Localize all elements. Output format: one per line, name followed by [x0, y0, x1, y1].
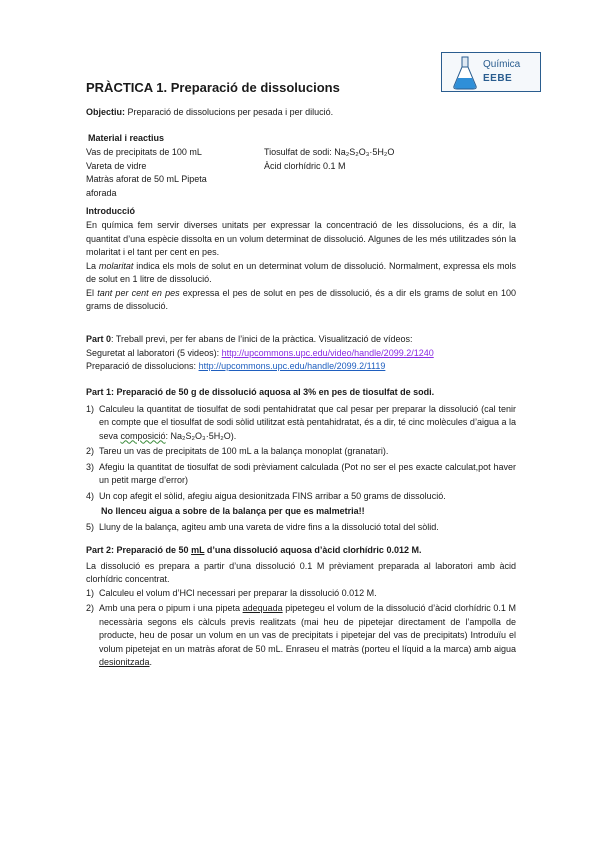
- dissolutions-video-line: Preparació de dissolucions: http://upcommons.upc.edu/handle/2099.2/1119: [86, 361, 386, 371]
- flask-icon: [451, 56, 479, 90]
- reagent-item: Àcid clorhídric 0.1 M: [264, 160, 346, 171]
- part-2: [86, 544, 516, 672]
- intro-paragraph-2: La molaritat indica els mols de solut en un determinat volum de dissolució. Normalment, expressa els mols de solut en 1 litre de dissolució.: [86, 260, 516, 284]
- list-item: 1) Calculeu el volum d’HCl necessari per preparar la dissolució 0.012 M.: [86, 587, 377, 598]
- intro-section: [86, 219, 516, 314]
- material-item: Vas de precipitats de 100 mL: [86, 147, 202, 157]
- material-item: Vareta de vidre: [86, 160, 147, 171]
- part-1-heading: Part 1: Preparació de 50 g de dissolució aquosa al 3% en pes de tiosulfat de sodi.: [86, 387, 435, 397]
- part-0: [86, 333, 516, 374]
- quimica-eebe-logo: [441, 52, 541, 92]
- reagent-item: Tiosulfat de sodi: Na₂S₂O₃·5H₂O: [264, 147, 395, 157]
- part-0-heading: Part 0: Treball previ, per fer abans de l’inici de la pràctica. Visualització de vídeos:: [86, 334, 413, 344]
- intro-paragraph-1: En química fem servir diverses unitats per expressar la concentració de les dissolucions, és a dir, la quantitat d’una espècie dissolta en un volum determinat de dissolució. Algunes de les més utilitzades són la molaritat i el tant per cent en pes.: [86, 220, 516, 257]
- part-1: [86, 386, 516, 536]
- objective: [86, 106, 333, 120]
- list-item: 1) Calculeu la quantitat de tiosulfat de sodi pentahidratat que cal pesar per preparar la dissolució (cal tenir en compte que el tiosulfat de sodi sòlid utilitzat està pentahidratat, és a dir, té cinc molècules d’aigua a la seva composició: Na₂S₂O₃·5H₂O).: [86, 403, 516, 441]
- part-2-intro: La dissolució es prepara a partir d’una dissolució 0.1 M prèviament preparada al laboratori amb àcid clorhídric concentrat.: [86, 560, 516, 584]
- materials-title: Material i reactius: [88, 133, 165, 143]
- term-tant-per-cent: tant per cent en pes: [97, 287, 180, 298]
- list-item: 3) Afegiu la quantitat de tiosulfat de sodi prèviament calculada (Pot no ser el pes exacte calculat,pot haver un petit marge d’error): [86, 461, 516, 485]
- intro-paragraph-3: El tant per cent en pes expressa el pes de solut en pes de dissolució, és a dir els grams de solut en 100 grams de dissolució.: [86, 287, 516, 311]
- part-1-steps-cont: [86, 521, 516, 535]
- dissolutions-video-link[interactable]: http://upcommons.upc.edu/handle/2099.2/1119: [198, 361, 386, 371]
- part-2-steps: [86, 587, 516, 670]
- page-title: PRÀCTICA 1. Preparació de dissolucions: [86, 80, 340, 95]
- objective-text: Preparació de dissolucions per pesada i per dilució.: [125, 107, 334, 117]
- objective-label: Objectiu:: [86, 107, 126, 117]
- list-item: 2) Tareu un vas de precipitats de 100 mL a la balança monoplat (granatari).: [86, 446, 389, 456]
- part-2-heading: Part 2: Preparació de 50 mL d’una dissolució aquosa d’àcid clorhídric 0.012 M.: [86, 545, 422, 555]
- safety-video-line: Seguretat al laboratori (5 videos): http://upcommons.upc.edu/video/handle/2099.2/1240: [86, 347, 434, 358]
- material-item: Matràs aforat de 50 mL Pipeta: [86, 174, 207, 184]
- intro-title: Introducció: [86, 206, 135, 216]
- logo-line-2: EEBE: [483, 73, 513, 84]
- list-item: 5) Lluny de la balança, agiteu amb una vareta de vidre fins a la dissolució total del sòlid.: [86, 521, 439, 532]
- list-item: 2) Amb una pera o pipum i una pipeta adequada pipetegeu el volum de la dissolució d’àcid clorhídric 0.1 M necessària segons els càlculs previs realitzats (mai heu de pipetejar directament de l’ampolla de producte, heu de posar un volum en un vas de precipitats i pipetejar del vas de precipitats) Introduïu el volum pipetejat en un matràs aforat de 50 mL. Enraseu el matràs (porteu el líquid a la marca) amb aigua desionitzada.: [86, 603, 517, 667]
- logo-line-1: Química: [483, 59, 521, 70]
- materials-right: [264, 146, 514, 173]
- materials-left: [86, 146, 261, 200]
- safety-video-link[interactable]: http://upcommons.upc.edu/video/handle/2099.2/1240: [221, 347, 434, 358]
- part-1-steps: [86, 403, 516, 504]
- balance-warning: No llenceu aigua a sobre de la balança per que es malmetria!!: [101, 506, 365, 516]
- material-item: aforada: [86, 187, 117, 198]
- term-molaritat: molaritat: [98, 260, 134, 271]
- list-item: 4) Un cop afegit el sòlid, afegiu aigua desionitzada FINS arribar a 50 grams de dissolució.: [86, 490, 446, 501]
